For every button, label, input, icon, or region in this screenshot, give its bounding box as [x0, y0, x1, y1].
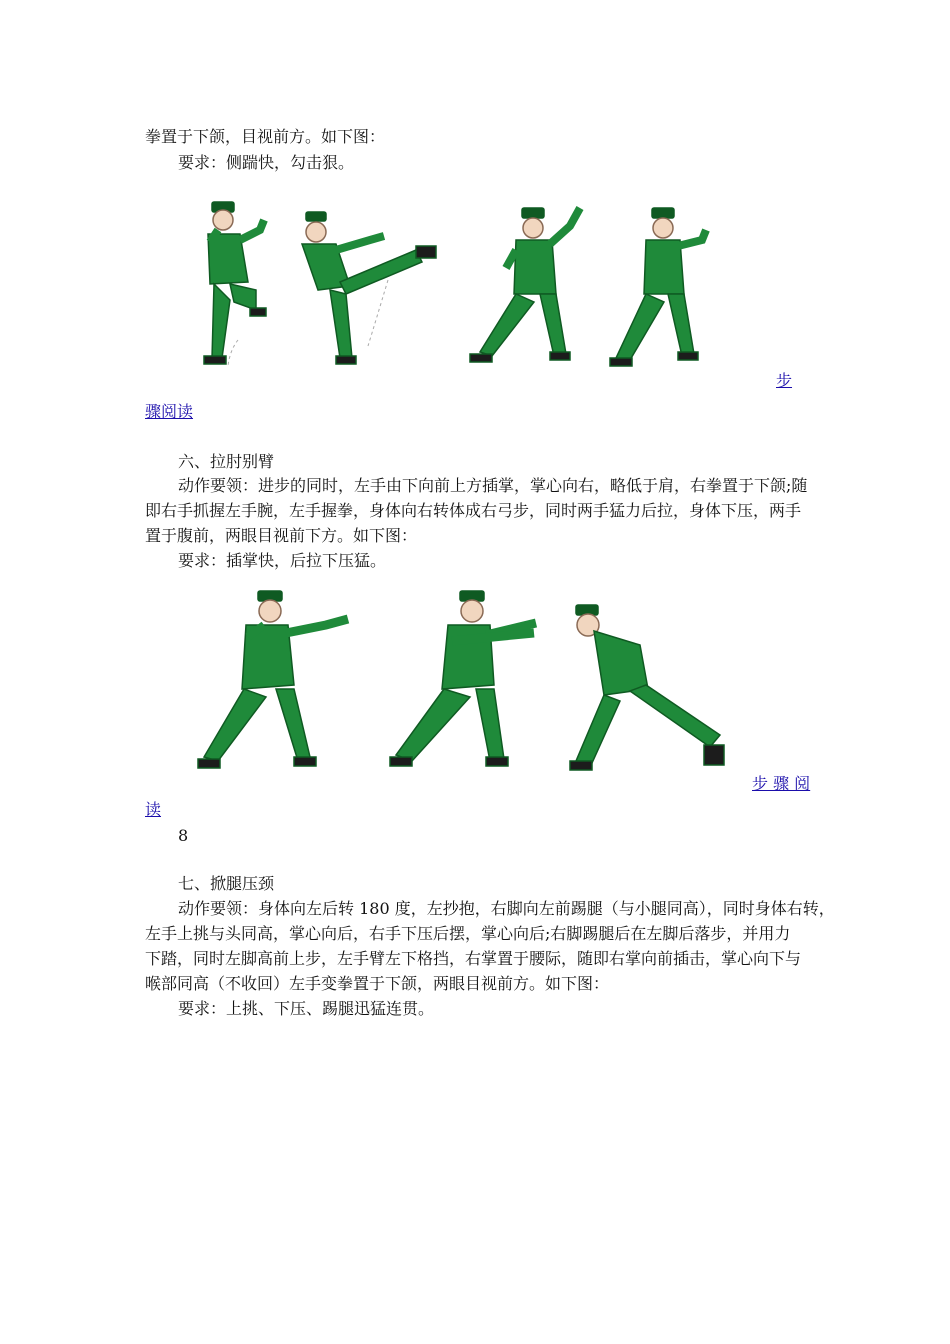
figure-grab-wrist [390, 591, 536, 766]
section7-action-line: 喉部同高（不收回）左手变拳置于下颌，两眼目视前方。如下图： [145, 974, 610, 993]
step-read-link-1b[interactable]: 骤阅读 [145, 402, 194, 421]
elbow-pull-sequence-illustration [190, 585, 730, 780]
kick-sequence-illustration [190, 190, 730, 380]
figure-knee-raise [204, 202, 266, 364]
section6-requirement: 要求：插掌快，后拉下压猛。 [178, 551, 387, 570]
section7-requirement: 要求：上挑、下压、踢腿迅猛连贯。 [178, 999, 435, 1018]
section6-action-line: 动作要领：进步的同时，左手由下向前上方插掌，掌心向右，略低于肩，右拳置于下颌;随 [178, 476, 808, 495]
section6-action-line: 即右手抓握左手腕，左手握拳，身体向右转体成右弓步，同时两手猛力后拉，身体下压，两手 [145, 501, 802, 520]
section5-requirement: 要求：侧踹快，勾击狠。 [178, 153, 355, 172]
step-read-link-1a[interactable]: 步 [776, 371, 793, 390]
figure-palm-thrust [198, 591, 348, 768]
section7-title: 七、掀腿压颈 [178, 874, 275, 893]
section6-action-line: 置于腹前，两眼目视前下方。如下图： [145, 526, 418, 545]
section7-action-line: 左手上挑与头同高，掌心向后，右手下压后摆，掌心向后;右脚踢腿后在左脚后落步，并用力 [145, 924, 791, 943]
step-read-link-2a[interactable]: 步 骤 阅 [752, 774, 811, 793]
section7-action-line: 下踏，同时左脚高前上步，左手臂左下格挡，右掌置于腰际，随即右掌向前插击，掌心向下与 [145, 949, 802, 968]
step-read-link-2b[interactable]: 读 [145, 800, 162, 819]
figure-hook-punch [470, 208, 580, 362]
section5-text-line: 拳置于下颌，目视前方。如下图： [145, 127, 386, 146]
section6-title: 六、拉肘别臂 [178, 452, 275, 471]
figure-pull-down [570, 605, 724, 770]
figure-guard-stance [610, 208, 706, 366]
figure-side-kick [302, 212, 436, 364]
section7-action-line: 动作要领：身体向左后转 180 度，左抄抱，右脚向左前踢腿（与小腿同高），同时身体右转， [178, 899, 835, 918]
page-number: 8 [178, 826, 189, 845]
